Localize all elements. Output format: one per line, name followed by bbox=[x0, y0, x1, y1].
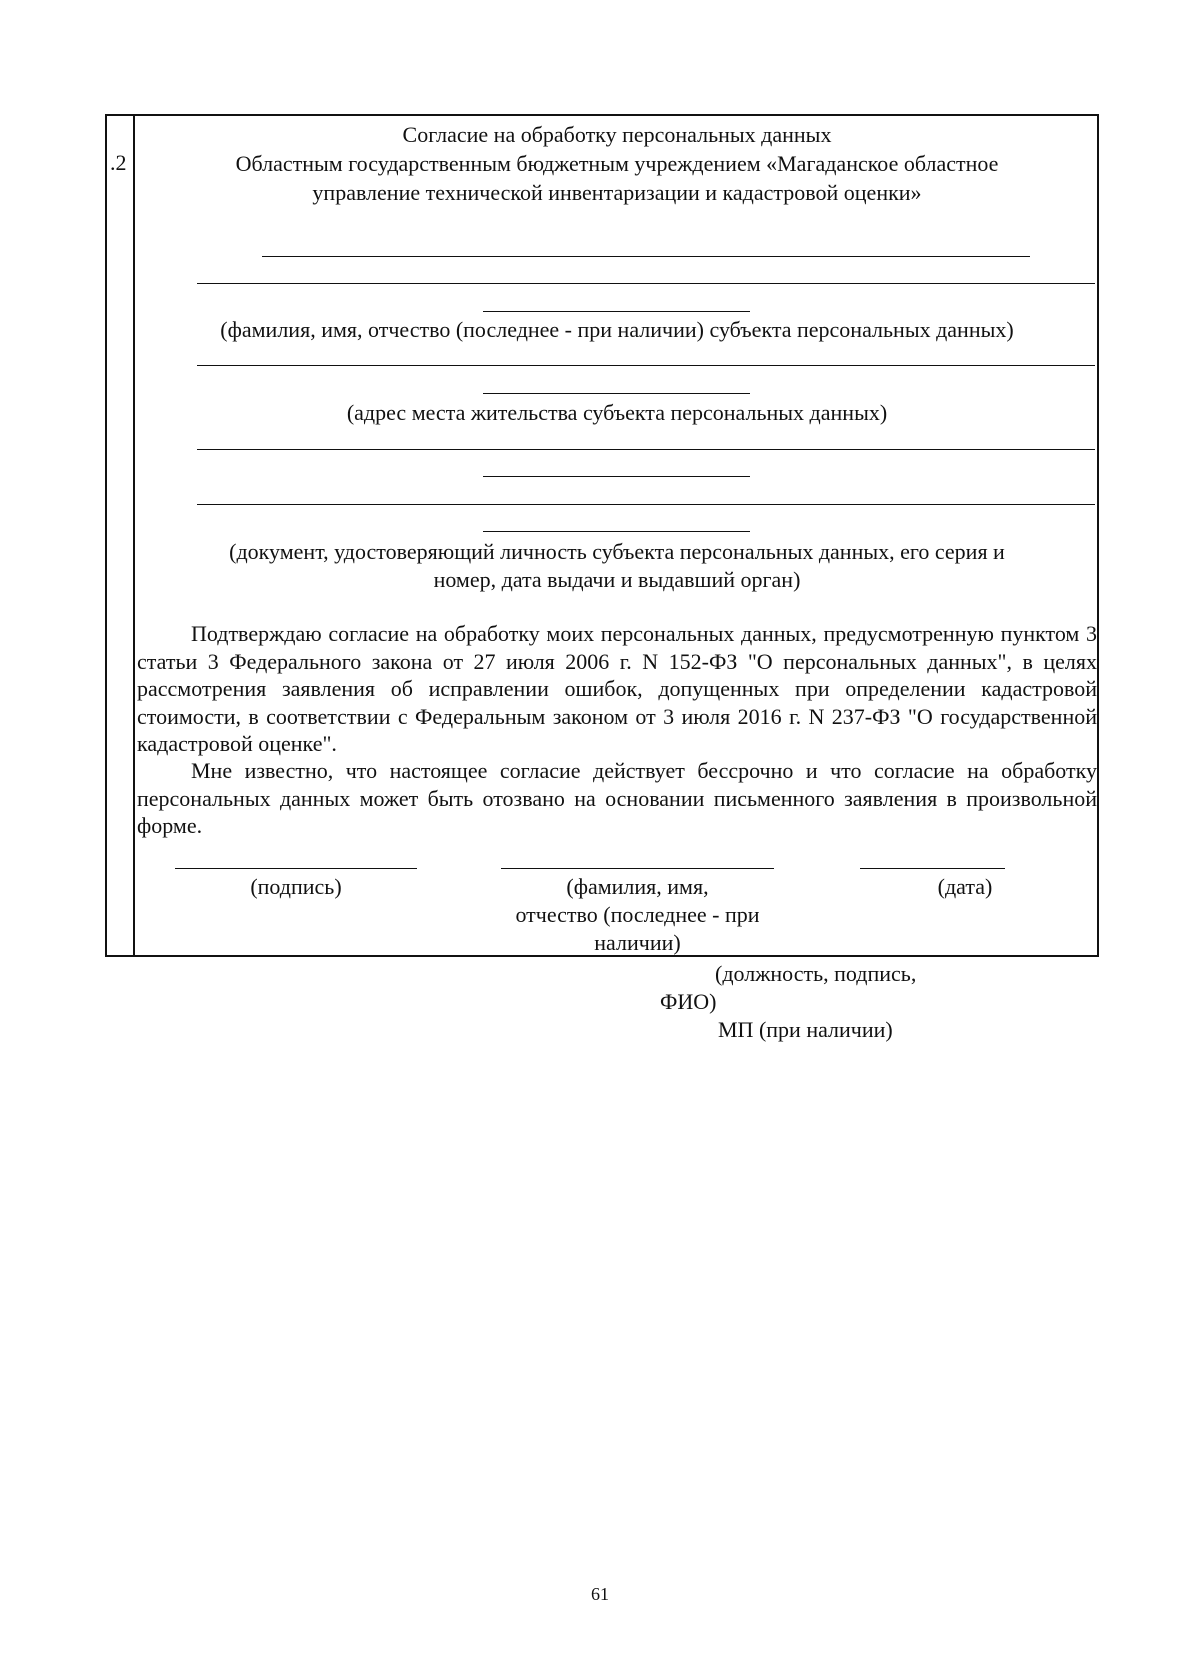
row-number: .2 bbox=[110, 150, 127, 175]
stamp-caption: МП (при наличии) bbox=[718, 1017, 893, 1042]
caption-fio: (фамилия, имя, отчество (последнее - при наличии) субъекта персональных данных) bbox=[220, 317, 1014, 342]
caption-address: (адрес места жительства субъекта персональных данных) bbox=[346, 400, 888, 425]
position-caption-line1: (должность, подпись, bbox=[715, 961, 917, 986]
blank-line-address-1 bbox=[197, 365, 1095, 366]
blank-line-name-short bbox=[483, 311, 750, 312]
heading-organization-line1: Областным государственным бюджетным учреждением «Магаданское областное bbox=[235, 151, 999, 176]
blank-line-name-1 bbox=[262, 256, 1030, 257]
fio-caption-line1: (фамилия, имя, bbox=[566, 874, 709, 899]
blank-line-name-2 bbox=[197, 283, 1095, 284]
blank-line-document-short-2 bbox=[483, 531, 750, 532]
fio-caption-line3: наличии) bbox=[594, 930, 681, 955]
heading-organization-line2: управление технической инвентаризации и кадастровой оценки» bbox=[312, 180, 922, 205]
blank-line-document-1 bbox=[197, 449, 1095, 450]
caption-document-line2: номер, дата выдачи и выдавший орган) bbox=[433, 567, 801, 592]
table-column-divider bbox=[133, 114, 135, 957]
blank-line-document-short-1 bbox=[483, 476, 750, 477]
caption-document-line1: (документ, удостоверяющий личность субъекта персональных данных, его серия и bbox=[229, 539, 1005, 564]
date-line bbox=[860, 868, 1005, 869]
fio-caption-line2: отчество (последнее - при bbox=[515, 902, 760, 927]
blank-line-document-2 bbox=[197, 504, 1095, 505]
signature-line bbox=[175, 868, 417, 869]
blank-line-address-short bbox=[483, 393, 750, 394]
position-caption-line2: ФИО) bbox=[660, 989, 717, 1014]
consent-paragraph: Подтверждаю согласие на обработку моих персональных данных, предусмотренную пунктом 3 статьи 3 Федерального закона от 27 июля 2006 г. N 152-ФЗ "О персональных данных", в целях рассмотрения заявления об исправлении ошибок, допущенных при определении кадастровой стоимости, в соответствии с Федеральным законом от 3 июля 2016 г. N 237-ФЗ "О государственной кадастровой оценке". bbox=[137, 621, 1097, 756]
date-caption: (дата) bbox=[937, 874, 993, 899]
page-number: 61 bbox=[591, 1584, 609, 1604]
fio-line bbox=[501, 868, 774, 869]
heading-title: Согласие на обработку персональных данных bbox=[402, 122, 832, 147]
signature-caption: (подпись) bbox=[250, 874, 342, 899]
revocation-paragraph: Мне известно, что настоящее согласие действует бессрочно и что согласие на обработку персональных данных может быть отозвано на основании письменного заявления в произвольной форме. bbox=[137, 758, 1097, 838]
